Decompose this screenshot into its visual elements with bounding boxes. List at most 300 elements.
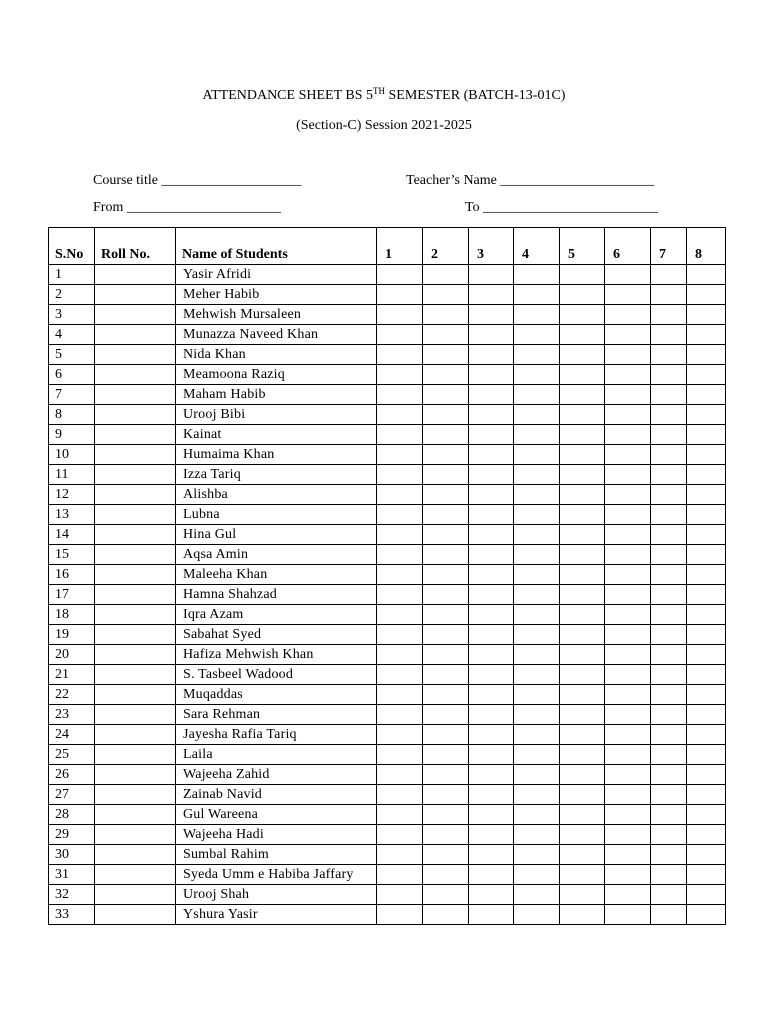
attendance-cell	[514, 765, 560, 785]
attendance-cell	[469, 465, 514, 485]
attendance-cell	[469, 545, 514, 565]
table-header-row	[49, 228, 726, 265]
table-row	[49, 645, 726, 665]
serial-number-cell: 21	[49, 665, 95, 685]
column-header: 5	[560, 228, 605, 265]
table-row	[49, 705, 726, 725]
attendance-cell	[687, 505, 726, 525]
serial-number-cell: 6	[49, 365, 95, 385]
student-name-cell: Nida Khan	[176, 345, 377, 365]
attendance-cell	[605, 865, 651, 885]
table-row	[49, 545, 726, 565]
attendance-cell	[469, 385, 514, 405]
attendance-cell	[377, 365, 423, 385]
attendance-cell	[687, 905, 726, 925]
roll-number-cell	[95, 665, 176, 685]
attendance-cell	[687, 705, 726, 725]
roll-number-cell	[95, 485, 176, 505]
attendance-cell	[514, 425, 560, 445]
attendance-cell	[560, 425, 605, 445]
table-row	[49, 525, 726, 545]
attendance-cell	[423, 305, 469, 325]
student-name-cell: Meamoona Raziq	[176, 365, 377, 385]
attendance-cell	[423, 265, 469, 285]
attendance-cell	[560, 565, 605, 585]
table-row	[49, 285, 726, 305]
attendance-cell	[377, 825, 423, 845]
attendance-cell	[605, 765, 651, 785]
attendance-cell	[651, 485, 687, 505]
attendance-cell	[514, 505, 560, 525]
student-name-cell: Maham Habib	[176, 385, 377, 405]
attendance-cell	[514, 345, 560, 365]
student-name-cell: Maleeha Khan	[176, 565, 377, 585]
roll-number-cell	[95, 525, 176, 545]
student-name-cell: Jayesha Rafia Tariq	[176, 725, 377, 745]
attendance-cell	[560, 825, 605, 845]
attendance-cell	[651, 325, 687, 345]
serial-number-cell: 30	[49, 845, 95, 865]
roll-number-cell	[95, 905, 176, 925]
roll-number-cell	[95, 345, 176, 365]
attendance-cell	[377, 525, 423, 545]
attendance-cell	[469, 685, 514, 705]
student-name-cell: Hamna Shahzad	[176, 585, 377, 605]
attendance-cell	[605, 645, 651, 665]
attendance-cell	[605, 905, 651, 925]
attendance-cell	[469, 785, 514, 805]
attendance-cell	[377, 385, 423, 405]
attendance-cell	[514, 645, 560, 665]
attendance-cell	[560, 545, 605, 565]
student-name-cell: Gul Wareena	[176, 805, 377, 825]
student-name-cell: Munazza Naveed Khan	[176, 325, 377, 345]
attendance-cell	[605, 465, 651, 485]
attendance-cell	[377, 805, 423, 825]
roll-number-cell	[95, 605, 176, 625]
table-row	[49, 765, 726, 785]
attendance-cell	[651, 645, 687, 665]
course-title-field: Course title ____________________	[93, 173, 302, 188]
attendance-cell	[651, 425, 687, 445]
attendance-cell	[423, 825, 469, 845]
roll-number-cell	[95, 745, 176, 765]
roll-number-cell	[95, 685, 176, 705]
serial-number-cell: 5	[49, 345, 95, 365]
attendance-cell	[687, 385, 726, 405]
table-row	[49, 425, 726, 445]
roll-number-cell	[95, 725, 176, 745]
roll-number-cell	[95, 565, 176, 585]
attendance-cell	[423, 605, 469, 625]
attendance-cell	[423, 585, 469, 605]
title-suffix: SEMESTER (BATCH-13-01C)	[385, 88, 566, 103]
attendance-cell	[687, 525, 726, 545]
sheet-title	[0, 86, 768, 106]
attendance-cell	[423, 405, 469, 425]
attendance-cell	[605, 305, 651, 325]
attendance-cell	[651, 585, 687, 605]
attendance-cell	[377, 545, 423, 565]
student-name-cell: Mehwish Mursaleen	[176, 305, 377, 325]
attendance-cell	[514, 285, 560, 305]
attendance-cell	[560, 285, 605, 305]
attendance-cell	[560, 265, 605, 285]
student-name-cell: Zainab Navid	[176, 785, 377, 805]
attendance-cell	[514, 545, 560, 565]
attendance-cell	[560, 905, 605, 925]
attendance-cell	[605, 845, 651, 865]
column-header: S.No	[49, 228, 95, 265]
attendance-cell	[377, 405, 423, 425]
attendance-cell	[605, 325, 651, 345]
table-row	[49, 605, 726, 625]
attendance-cell	[605, 545, 651, 565]
serial-number-cell: 8	[49, 405, 95, 425]
student-name-cell: Meher Habib	[176, 285, 377, 305]
attendance-cell	[469, 705, 514, 725]
teacher-name-field: Teacher’s Name ______________________	[406, 173, 655, 188]
attendance-cell	[651, 705, 687, 725]
attendance-cell	[651, 825, 687, 845]
attendance-cell	[514, 305, 560, 325]
serial-number-cell: 4	[49, 325, 95, 345]
attendance-cell	[651, 365, 687, 385]
attendance-cell	[651, 405, 687, 425]
attendance-cell	[605, 425, 651, 445]
attendance-cell	[469, 325, 514, 345]
student-name-cell: Wajeeha Zahid	[176, 765, 377, 785]
attendance-cell	[377, 785, 423, 805]
attendance-cell	[377, 905, 423, 925]
roll-number-cell	[95, 385, 176, 405]
attendance-cell	[423, 725, 469, 745]
student-name-cell: Syeda Umm e Habiba Jaffary	[176, 865, 377, 885]
table-row	[49, 265, 726, 285]
attendance-cell	[651, 625, 687, 645]
attendance-cell	[605, 365, 651, 385]
column-header: 6	[605, 228, 651, 265]
student-name-cell: Hina Gul	[176, 525, 377, 545]
attendance-cell	[514, 405, 560, 425]
attendance-cell	[605, 725, 651, 745]
attendance-cell	[514, 465, 560, 485]
attendance-cell	[605, 285, 651, 305]
attendance-cell	[423, 645, 469, 665]
attendance-cell	[605, 345, 651, 365]
student-name-cell: Sumbal Rahim	[176, 845, 377, 865]
serial-number-cell: 12	[49, 485, 95, 505]
serial-number-cell: 23	[49, 705, 95, 725]
serial-number-cell: 17	[49, 585, 95, 605]
attendance-cell	[469, 645, 514, 665]
attendance-cell	[423, 345, 469, 365]
attendance-cell	[469, 525, 514, 545]
table-row	[49, 505, 726, 525]
attendance-cell	[687, 825, 726, 845]
attendance-cell	[687, 545, 726, 565]
attendance-cell	[560, 845, 605, 865]
to-field: To _________________________	[465, 200, 659, 215]
attendance-cell	[651, 865, 687, 885]
attendance-cell	[651, 265, 687, 285]
table-row	[49, 885, 726, 905]
attendance-cell	[423, 665, 469, 685]
attendance-cell	[687, 885, 726, 905]
attendance-cell	[469, 285, 514, 305]
serial-number-cell: 24	[49, 725, 95, 745]
attendance-cell	[423, 845, 469, 865]
serial-number-cell: 15	[49, 545, 95, 565]
table-row	[49, 905, 726, 925]
attendance-cell	[687, 365, 726, 385]
serial-number-cell: 31	[49, 865, 95, 885]
student-name-cell: Aqsa Amin	[176, 545, 377, 565]
roll-number-cell	[95, 885, 176, 905]
serial-number-cell: 11	[49, 465, 95, 485]
attendance-cell	[469, 585, 514, 605]
attendance-cell	[469, 365, 514, 385]
attendance-cell	[651, 465, 687, 485]
attendance-cell	[377, 745, 423, 765]
attendance-cell	[687, 585, 726, 605]
table-row	[49, 485, 726, 505]
attendance-cell	[560, 685, 605, 705]
attendance-cell	[469, 305, 514, 325]
attendance-cell	[423, 385, 469, 405]
attendance-cell	[560, 485, 605, 505]
roll-number-cell	[95, 505, 176, 525]
attendance-cell	[560, 705, 605, 725]
attendance-cell	[560, 785, 605, 805]
attendance-cell	[687, 285, 726, 305]
attendance-cell	[687, 685, 726, 705]
attendance-cell	[560, 765, 605, 785]
roll-number-cell	[95, 585, 176, 605]
attendance-cell	[377, 645, 423, 665]
attendance-cell	[469, 605, 514, 625]
serial-number-cell: 25	[49, 745, 95, 765]
attendance-cell	[377, 285, 423, 305]
student-name-cell: Izza Tariq	[176, 465, 377, 485]
attendance-cell	[469, 445, 514, 465]
roll-number-cell	[95, 405, 176, 425]
column-header: 8	[687, 228, 726, 265]
attendance-cell	[651, 525, 687, 545]
attendance-cell	[377, 325, 423, 345]
student-name-cell: Sara Rehman	[176, 705, 377, 725]
attendance-cell	[469, 485, 514, 505]
attendance-cell	[560, 865, 605, 885]
roll-number-cell	[95, 325, 176, 345]
roll-number-cell	[95, 765, 176, 785]
attendance-cell	[687, 485, 726, 505]
roll-number-cell	[95, 865, 176, 885]
serial-number-cell: 7	[49, 385, 95, 405]
attendance-cell	[560, 365, 605, 385]
attendance-cell	[514, 585, 560, 605]
attendance-cell	[469, 805, 514, 825]
roll-number-cell	[95, 445, 176, 465]
roll-number-cell	[95, 805, 176, 825]
attendance-cell	[423, 325, 469, 345]
attendance-cell	[560, 605, 605, 625]
attendance-cell	[514, 805, 560, 825]
attendance-cell	[514, 685, 560, 705]
attendance-cell	[605, 805, 651, 825]
table-row	[49, 565, 726, 585]
student-name-cell: Alishba	[176, 485, 377, 505]
table-row	[49, 345, 726, 365]
attendance-cell	[514, 605, 560, 625]
attendance-cell	[605, 825, 651, 845]
student-name-cell: Hafiza Mehwish Khan	[176, 645, 377, 665]
attendance-cell	[605, 505, 651, 525]
table-row	[49, 845, 726, 865]
student-name-cell: Yshura Yasir	[176, 905, 377, 925]
attendance-cell	[377, 565, 423, 585]
attendance-cell	[377, 725, 423, 745]
column-header: Roll No.	[95, 228, 176, 265]
attendance-cell	[423, 885, 469, 905]
attendance-cell	[651, 505, 687, 525]
attendance-cell	[687, 425, 726, 445]
attendance-cell	[651, 765, 687, 785]
attendance-cell	[687, 805, 726, 825]
student-name-cell: Urooj Shah	[176, 885, 377, 905]
attendance-cell	[514, 785, 560, 805]
attendance-cell	[687, 765, 726, 785]
attendance-cell	[469, 345, 514, 365]
attendance-cell	[605, 485, 651, 505]
attendance-cell	[560, 745, 605, 765]
serial-number-cell: 32	[49, 885, 95, 905]
from-field: From ______________________	[93, 200, 281, 215]
attendance-cell	[423, 285, 469, 305]
roll-number-cell	[95, 705, 176, 725]
attendance-cell	[560, 505, 605, 525]
table-row	[49, 745, 726, 765]
student-name-cell: Laila	[176, 745, 377, 765]
attendance-cell	[605, 565, 651, 585]
roll-number-cell	[95, 465, 176, 485]
table-row	[49, 825, 726, 845]
attendance-cell	[651, 305, 687, 325]
attendance-cell	[423, 685, 469, 705]
attendance-cell	[560, 665, 605, 685]
roll-number-cell	[95, 825, 176, 845]
attendance-cell	[469, 845, 514, 865]
attendance-cell	[514, 325, 560, 345]
attendance-cell	[605, 745, 651, 765]
attendance-cell	[423, 785, 469, 805]
attendance-cell	[560, 725, 605, 745]
table-row	[49, 405, 726, 425]
student-name-cell: Iqra Azam	[176, 605, 377, 625]
serial-number-cell: 22	[49, 685, 95, 705]
attendance-cell	[687, 625, 726, 645]
title-prefix: ATTENDANCE SHEET BS 5	[202, 88, 373, 103]
attendance-cell	[377, 685, 423, 705]
attendance-cell	[651, 285, 687, 305]
attendance-cell	[605, 885, 651, 905]
attendance-cell	[514, 365, 560, 385]
roll-number-cell	[95, 305, 176, 325]
table-row	[49, 385, 726, 405]
attendance-cell	[651, 445, 687, 465]
attendance-cell	[377, 305, 423, 325]
attendance-cell	[423, 465, 469, 485]
table-row	[49, 865, 726, 885]
attendance-cell	[651, 545, 687, 565]
attendance-cell	[514, 745, 560, 765]
attendance-table	[48, 227, 726, 925]
attendance-cell	[651, 885, 687, 905]
attendance-cell	[423, 905, 469, 925]
attendance-cell	[560, 525, 605, 545]
attendance-cell	[423, 805, 469, 825]
attendance-cell	[469, 765, 514, 785]
attendance-cell	[560, 805, 605, 825]
attendance-cell	[423, 365, 469, 385]
attendance-cell	[377, 665, 423, 685]
attendance-cell	[469, 565, 514, 585]
attendance-cell	[605, 785, 651, 805]
roll-number-cell	[95, 265, 176, 285]
attendance-cell	[377, 865, 423, 885]
table-row	[49, 325, 726, 345]
attendance-cell	[605, 385, 651, 405]
attendance-cell	[651, 905, 687, 925]
student-name-cell: S. Tasbeel Wadood	[176, 665, 377, 685]
attendance-cell	[687, 725, 726, 745]
attendance-cell	[423, 505, 469, 525]
attendance-cell	[469, 665, 514, 685]
attendance-cell	[514, 625, 560, 645]
attendance-cell	[560, 345, 605, 365]
serial-number-cell: 10	[49, 445, 95, 465]
attendance-cell	[514, 525, 560, 545]
attendance-cell	[560, 585, 605, 605]
attendance-cell	[560, 885, 605, 905]
column-header: 4	[514, 228, 560, 265]
attendance-cell	[377, 425, 423, 445]
table-row	[49, 625, 726, 645]
serial-number-cell: 1	[49, 265, 95, 285]
roll-number-cell	[95, 845, 176, 865]
attendance-cell	[423, 485, 469, 505]
table-row	[49, 725, 726, 745]
serial-number-cell: 20	[49, 645, 95, 665]
serial-number-cell: 16	[49, 565, 95, 585]
table-row	[49, 665, 726, 685]
attendance-cell	[560, 305, 605, 325]
attendance-cell	[514, 665, 560, 685]
attendance-cell	[514, 385, 560, 405]
attendance-cell	[377, 885, 423, 905]
serial-number-cell: 27	[49, 785, 95, 805]
attendance-cell	[469, 625, 514, 645]
serial-number-cell: 19	[49, 625, 95, 645]
attendance-cell	[377, 465, 423, 485]
column-header: 3	[469, 228, 514, 265]
table-row	[49, 465, 726, 485]
attendance-cell	[469, 505, 514, 525]
attendance-cell	[651, 785, 687, 805]
roll-number-cell	[95, 645, 176, 665]
sheet-subtitle: (Section-C) Session 2021-2025	[296, 118, 472, 133]
attendance-cell	[423, 745, 469, 765]
